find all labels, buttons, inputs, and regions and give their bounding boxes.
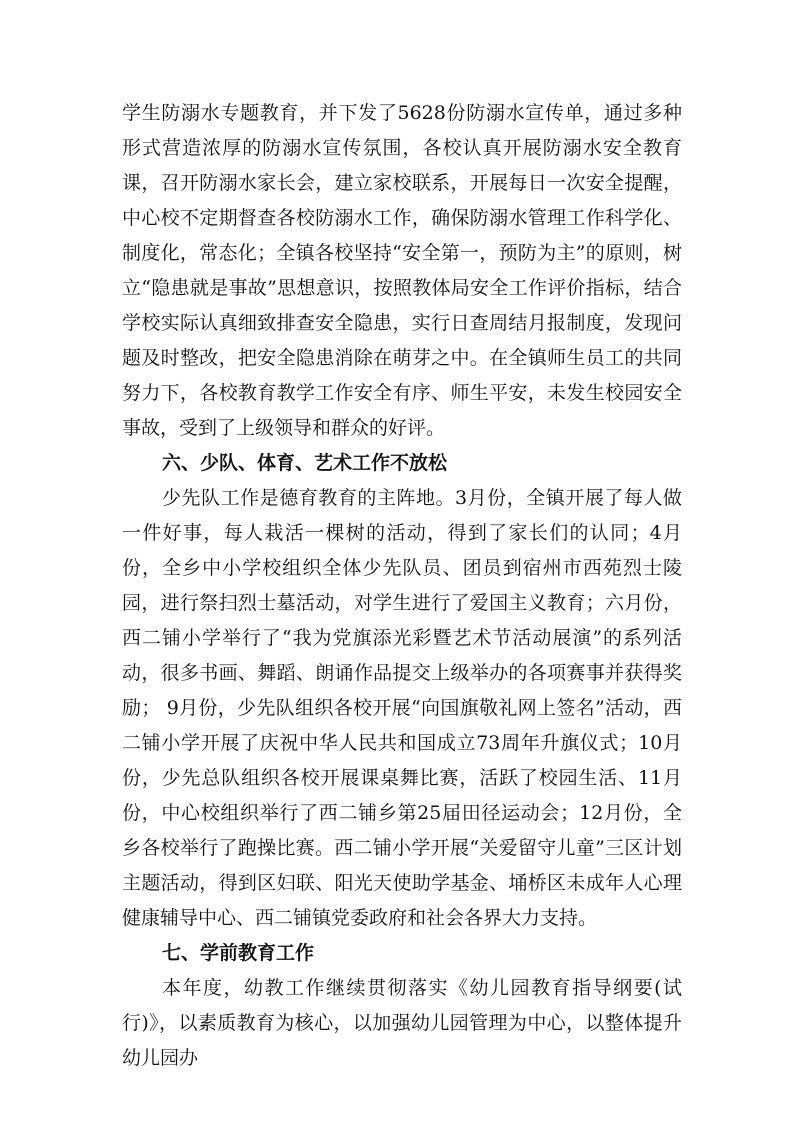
paragraph-preschool: 本年度，幼教工作继续贯彻落实《幼儿园教育指导纲要(试行)》，以素质教育为核心，以加强幼儿园管理为中心，以整体提升幼儿园办	[122, 977, 682, 1069]
paragraph-young-pioneers: 少先队工作是德育教育的主阵地。3月份，全镇开展了每人做一件好事，每人栽活一棵树的活动，得到了家长们的认同；4月份，全乡中小学校组织全体少先队员、团员到宿州市西苑烈士陵园，进行祭扫烈士墓活动，对学生进行了爱国主义教育；六月份，西二铺小学举行了“我为党旗添光彩暨艺术节活动展演”的系列活动，很多书画、舞蹈、朗诵作品提交上级举办的各项赛事并获得奖励； 9月份，少先队组织各校开展“向国旗敬礼网上签名”活动，西二铺小学开展了庆祝中华人民共和国成立73周年升旗仪式；10月份，少先总队组织各校开展课桌舞比赛，活跃了校园生活、11月份，中心校组织举行了西二铺乡第25届田径运动会；12月份，全乡各校举行了跑操比赛。西二铺小学开展“关爱留守儿童”三区计划主题活动，得到区妇联、阳光天使助学基金、埇桥区未成年人心理健康辅导中心、西二铺镇党委政府和社会各界大力支持。	[122, 487, 682, 929]
section-heading-six: 六、少队、体育、艺术工作不放松	[162, 452, 448, 474]
paragraph-safety-continued: 学生防溺水专题教育，并下发了5628份防溺水宣传单，通过多种形式营造浓厚的防溺水宣传氛围，各校认真开展防溺水安全教育课，召开防溺水家长会，建立家校联系，开展每日一次安全提醒，中心校不定期督查各校防溺水工作，确保防溺水管理工作科学化、制度化，常态化；全镇各校坚持“安全第一，预防为主”的原则，树立“隐患就是事故”思想意识，按照教体局安全工作评价指标，结合学校实际认真细致排查安全隐患，实行日查周结月报制度，发现问题及时整改，把安全隐患消除在萌芽之中。在全镇师生员工的共同努力下，各校教育教学工作安全有序、师生平安，未发生校园安全事故，受到了上级领导和群众的好评。	[122, 102, 682, 439]
document-page	[122, 96, 682, 1076]
section-heading-seven: 七、学前教育工作	[162, 942, 315, 964]
